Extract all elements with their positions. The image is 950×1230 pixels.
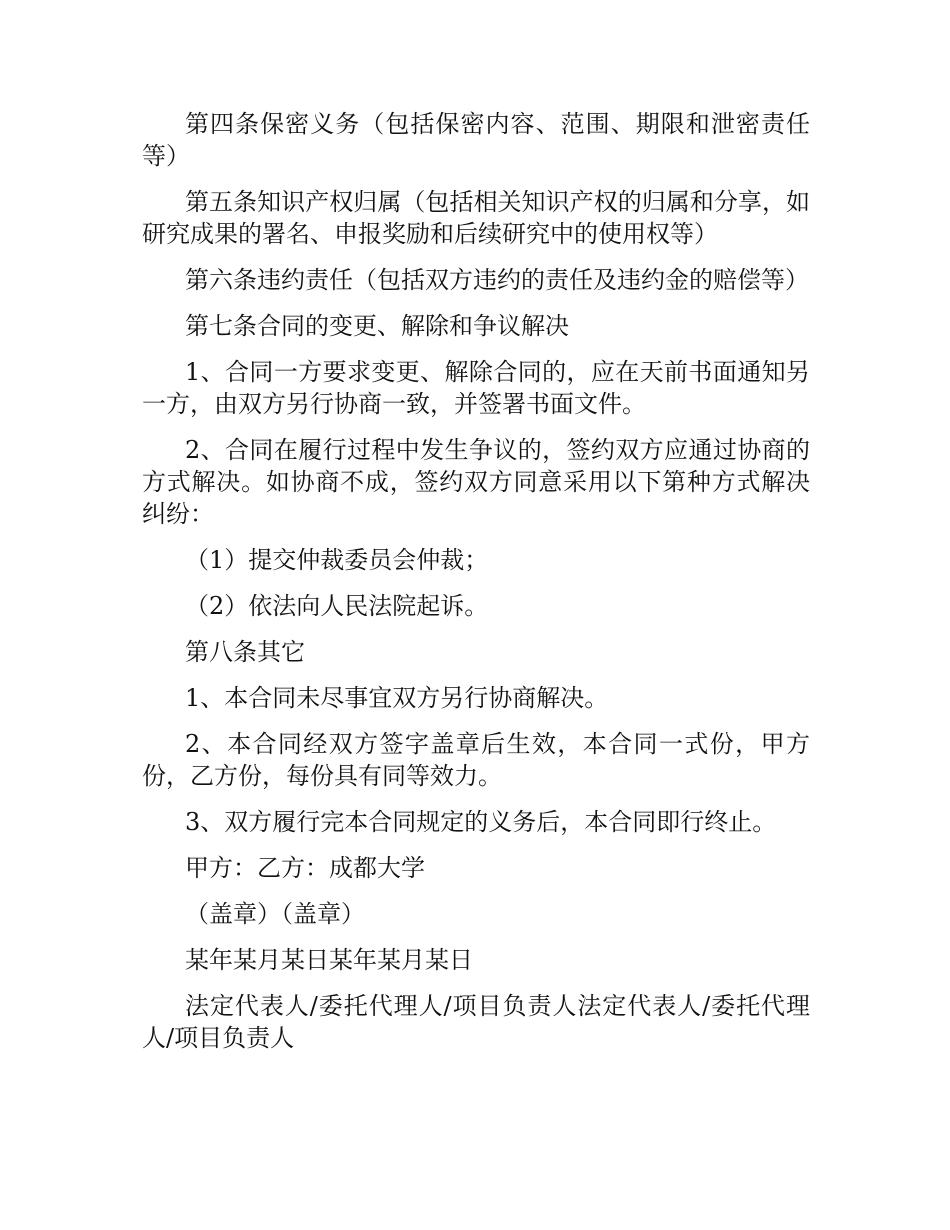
dispute-option-1: （1）提交仲裁委员会仲裁； xyxy=(185,546,489,574)
seal-line: （盖章）（盖章） xyxy=(185,900,365,928)
clause-8-item-2: 2、本合同经双方签字盖章后生效，本合同一式份，甲方份，乙方份，每份具有同等效力。 xyxy=(142,730,810,790)
dispute-option-2: （2）依法向人民法院起诉。 xyxy=(185,592,489,620)
date-line: 某年某月某日某年某月某日 xyxy=(185,946,473,974)
clause-8-item-1: 1、本合同未尽事宜双方另行协商解决。 xyxy=(185,684,609,712)
party-names: 甲方：乙方：成都大学 xyxy=(185,854,425,882)
clause-6-liability: 第六条违约责任（包括双方违约的责任及违约金的赔偿等） xyxy=(185,266,809,294)
representative-line: 法定代表人/委托代理人/项目负责人法定代表人/委托代理人/项目负责人 xyxy=(142,992,810,1052)
clause-7-heading: 第七条合同的变更、解除和争议解决 xyxy=(185,312,569,340)
clause-7-item-1: 1、合同一方要求变更、解除合同的，应在天前书面通知另一方，由双方另行协商一致，并签署书面文件。 xyxy=(142,358,810,418)
document-body xyxy=(142,108,810,1068)
clause-8-heading: 第八条其它 xyxy=(185,638,305,666)
clause-4-confidentiality: 第四条保密义务（包括保密内容、范围、期限和泄密责任等） xyxy=(142,110,810,170)
clause-7-item-2: 2、合同在履行过程中发生争议的，签约双方应通过协商的方式解决。如协商不成，签约双方同意采用以下第种方式解决纠纷： xyxy=(142,436,810,528)
clause-8-item-3: 3、双方履行完本合同规定的义务后，本合同即行终止。 xyxy=(185,808,777,836)
clause-5-intellectual-property: 第五条知识产权归属（包括相关知识产权的归属和分享，如研究成果的署名、申报奖励和后续研究中的使用权等） xyxy=(142,188,810,248)
